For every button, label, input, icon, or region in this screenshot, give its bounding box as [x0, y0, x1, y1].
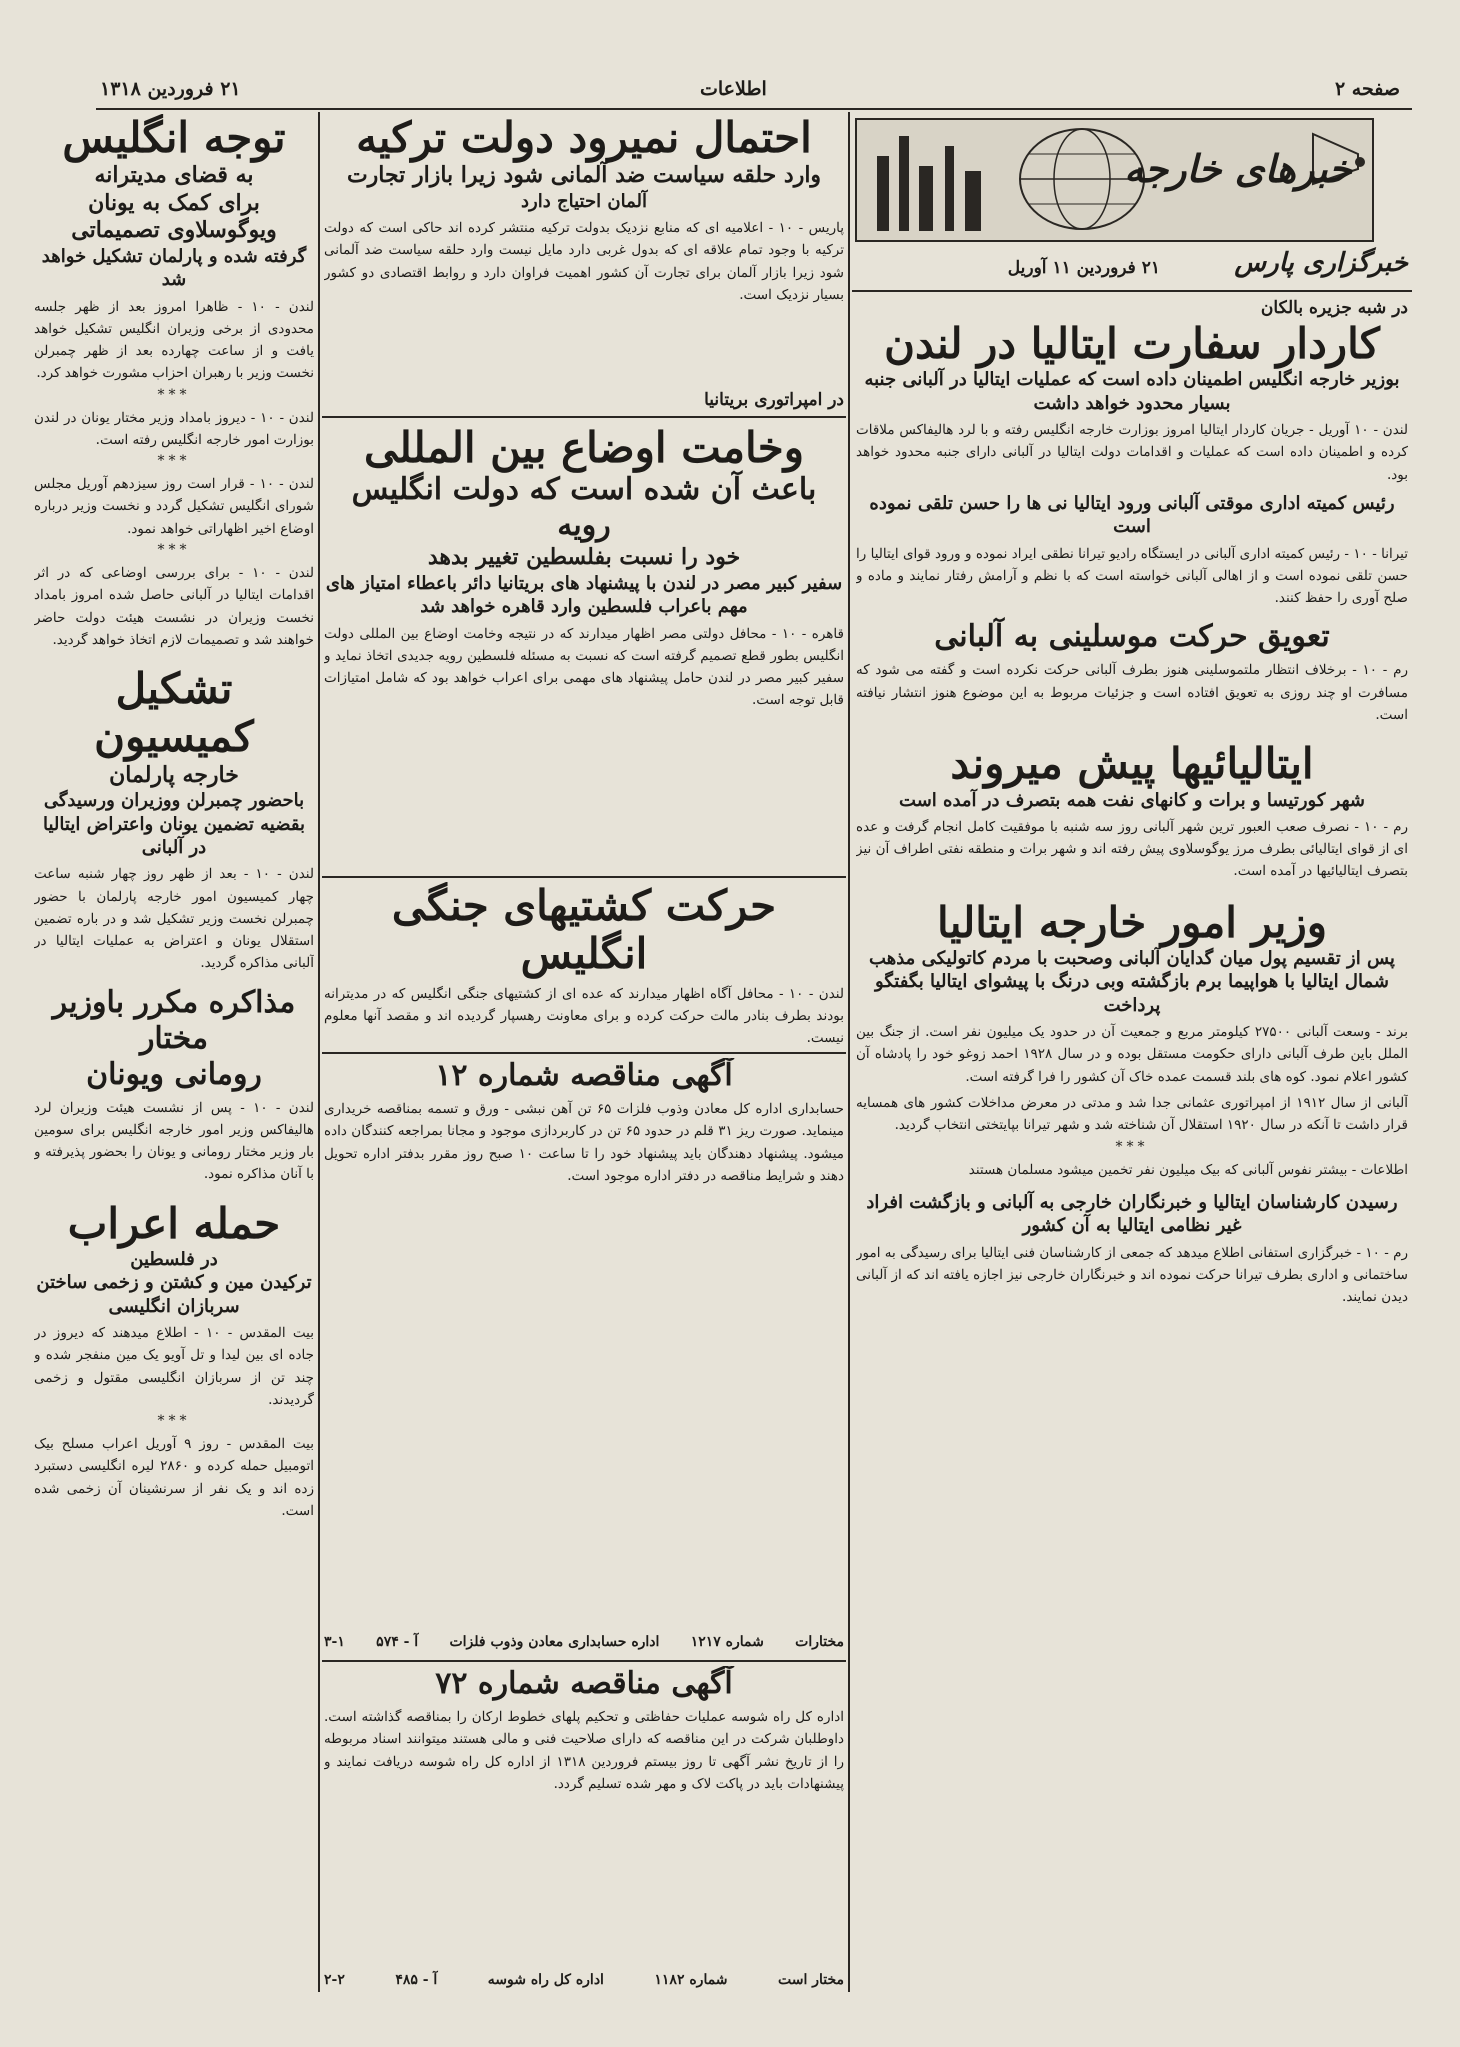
tender-72-footer	[324, 1972, 844, 1988]
tender-72-footer-right: مختار است	[777, 1972, 844, 1988]
headline-tender-72: آگهی مناقصه شماره ۷۲	[435, 1666, 733, 1701]
tender-72	[324, 1666, 844, 1996]
headline-italy-charge: کاردار سفارت ایتالیا در لندن	[884, 319, 1380, 368]
separator-stars-3: ***	[157, 541, 191, 558]
subhead-foreign-parliament: خارجه پارلمان	[109, 761, 239, 788]
tender-12-footer-right: مختارات	[795, 1634, 844, 1650]
subhead-italy-fm: پس از تقسیم پول میان گدایان آلبانی وصحبت با مردم کاتولیکی مذهب شمال ایتالیا با هواپیما برم بازگشته وبی درنگ با پیشوای ایتالیا بگفتگو پرداخت	[869, 948, 1395, 1016]
article-britain-1: لندن - ۱۰ - ظاهرا امروز بعد از ظهر جلسه محدودی از برخی وزیران انگلیس تشکیل خواهد یافت و از ساعت چهارده بعد از ظهر چمبرلن نخست وزیر با رهبران احزاب مشورت خواهد کرد.	[34, 298, 314, 382]
tender-12-footer-num: ۳-۱	[324, 1634, 345, 1650]
header-rule	[96, 108, 1412, 110]
note-ettelaat: اطلاعات - بیشتر نفوس آلبانی که بیک میلیون نفر تخمین میشود مسلمان هستند	[968, 1161, 1408, 1178]
headline-turkey: احتمال نمیرود دولت ترکیه	[356, 114, 812, 162]
rule-palestine	[322, 876, 846, 878]
tender-72-footer-code: آ - ۴۸۵	[395, 1972, 438, 1988]
headline-negotiation: مذاکره مکرر باوزیر مختار	[52, 984, 296, 1056]
subhead-palestine-3: سفیر کبیر مصر در لندن با پیشنهاد های بریتانیا دائر باعطاء امتیاز های مهم باعراب فلسطین وارد قاهره خواهد شد	[325, 572, 843, 618]
article-italians-advance: رم - ۱۰ - نصرف صعب العبور ترین شهر آلبانی روز سه شنبه با موفقیت کامل انجام گرفت و عده ای از قوای ایتالیائی بطرف مرز یوگوسلاوی پیش رفته اند و شهر برات و منطقه نفتی اطراف آن نیز بتصرف ایتالیائیها در آمده است.	[856, 818, 1408, 880]
tender-72-footer-office: اداره کل راه شوسه	[487, 1972, 604, 1988]
subhead-italians-advance: شهر کورتیسا و برات و کانهای نفت همه بتصرف در آمده است	[899, 789, 1365, 811]
article-albania-history: آلبانی از سال ۱۹۱۲ از امپراتوری عثمانی جدا شد و مدتی در معرض مداخلات کشور های همسایه قرار داشت تا آنکه در سال ۱۹۲۰ استقلال آن شناخته شد و شهر تیرانا بپایتختی انتخاب گردید.	[856, 1095, 1408, 1134]
kicker-balkan: در شبه جزیره بالکان	[1260, 298, 1408, 318]
article-turkey: پاریس - ۱۰ - اعلامیه ای که منابع نزدیک بدولت ترکیه منتشر کرده اند حاکی است که دولت ترکیه با وجود تمام علاقه ای که بدول غربی دارد مایل نیست وارد حلقه سیاست ضد آلمانی شود زیرا بازار آلمان برای تجارت آن کشور اهمیت فراوان دارد و روابط اقتصادی دو کشور بسیار نزدیک است.	[324, 220, 844, 303]
foreign-news-title: خبرهای خارجه	[1124, 146, 1352, 191]
subhead-palestine: باعث آن شده است که دولت انگلیس رویه	[351, 472, 817, 544]
paper-name: اطلاعات	[700, 78, 767, 100]
tender-12-footer-code: آ - ۵۷۴	[376, 1634, 419, 1650]
rule-ships	[322, 1052, 846, 1054]
article-britain-3: لندن - ۱۰ - قرار است روز سیزدهم آوریل مجلس شورای انگلیس تشکیل گردد و نخست وزیر درباره اوضاع اخیر اظهاراتی خواهد نمود.	[34, 476, 314, 537]
headline-arab-attack: حمله اعراب	[67, 1198, 281, 1248]
subhead-help-greece: برای کمک به یونان	[88, 189, 260, 216]
tender-12-footer-mid: شماره ۱۲۱۷	[690, 1634, 764, 1650]
headline-italians-advance: ایتالیائیها پیش میروند	[950, 739, 1314, 789]
subhead-chamberlain: باحضور چمبرلن ووزیران ورسیدگی بقضیه تضمین یونان واعتراض ایتالیا در آلبانی	[43, 790, 305, 858]
subhead-palestine-left: در فلسطین	[130, 1248, 218, 1270]
foreign-news-column	[856, 296, 1408, 1996]
article-britain-2: لندن - ۱۰ - دیروز بامداد وزیر مختار یونان در لندن بوزارت امور خارجه انگلیس رفته است.	[34, 409, 314, 448]
tender-12-footer	[324, 1634, 844, 1650]
palestine-story	[324, 424, 844, 874]
turkey-story	[324, 114, 844, 414]
article-tender-12: حسابداری اداره کل معادن وذوب فلزات ۶۵ تن آهن نبشی - ورق و تسمه بمناقصه خریداری مینماید. صورت ریز ۳۱ قلم در حدود ۶۵ تن در کاربردازی موجود و مجانا بمراجعه کنندگان داده میشود. پیشنهاد دهندگان باید پیشنهاد خود را تا ساعت ۱۰ صبح روز مقرر بدفتر اداره تحویل دهند و شرایط مناقصه در دفتر اداره موجود است.	[324, 1101, 844, 1184]
agency-rule	[852, 290, 1412, 292]
column-rule-right	[848, 112, 850, 1992]
article-albania-committee: تیرانا - ۱۰ - رئیس کمیته اداری آلبانی در ایستگاه رادیو تیرانا نطقی ایراد نموده و ورود قوای ایتالیا را حسن تلقی نموده است و از اهالی آلبانی خواسته است که با نظم و آرامش رفتار نمایند و ماده و صلح آوری را حفظ کنند.	[856, 545, 1408, 607]
rule-turkey	[322, 416, 846, 418]
article-experts: رم - ۱۰ - خبرگزاری استفانی اطلاع میدهد که جمعی از کارشناسان فنی ایتالیا برای رسیدگی به امور ساختمانی و اداری بطرف تیرانا حرکت نموده اند و خبرنگاران خارجی نیز اجازه یافته اند که از آلبانی دیدن نمایند.	[856, 1244, 1408, 1306]
subhead-turkey-2: آلمان احتیاج دارد	[521, 190, 647, 212]
column-rule-left	[318, 112, 320, 1992]
agency-date: ۲۱ فروردین ۱۱ آوریل	[1007, 258, 1160, 278]
headline-mussolini: تعویق حرکت موسلینی به آلبانی	[934, 619, 1330, 655]
subhead-palestine-2: خود را نسبت بفلسطین تغییر بدهد	[427, 544, 741, 571]
article-britain-4: لندن - ۱۰ - برای بررسی اوضاعی که در اثر اقدامات ایتالیا در آلبانی حاصل شده امروز بامداد نخست وزیران در نشست هیئت دولت حاضر خواهند شد و تصمیمات لازم اتخاذ خواهد گردید.	[34, 564, 314, 648]
tender-12	[324, 1058, 844, 1658]
article-italy-charge: لندن - ۱۰ آوریل - جریان کاردار ایتالیا امروز بوزارت خارجه انگلیس رفته و با لرد هالیفاکس ملاقات کرده و اطمینان داده است که عملیات و اقدامات دولت ایتالیا در آلبانی دارای جنبه محدود خواهد بود.	[856, 422, 1408, 483]
subhead-turkey: وارد حلقه سیاست ضد آلمانی شود زیرا بازار تجارت	[346, 162, 822, 189]
article-tender-72: اداره کل راه شوسه عملیات حفاظتی و تحکیم پلهای خطوط ارکان را بمناقصه گذاشته است. داوطلبان شرکت در این مناقصه که دارای صلاحیت فنی و مالی هستند میتوانند اسناد مربوطه را از تاریخ نشر آگهی تا روز بیستم فروردین ۱۳۱۸ از اداره کل راه شوسه دریافت نمایند و پیشنهادات باید در پاکت لاک و مهر شده تسلیم گردد.	[324, 1709, 844, 1792]
left-column	[34, 114, 314, 1994]
rule-tender-12	[322, 1660, 846, 1662]
article-palestine: قاهره - ۱۰ - محافل دولتی مصر اظهار میدارند که در نتیجه وخامت اوضاع بین المللی دولت انگلیس بطور قطع تصمیم گرفته است که نسبت به مسئله فلسطین رویه جدیدی اتخاذ نماید و سفیر کبیر مصر در لندن حامل پیشنهاد های مهمی برای اعراب خواهد بود که شامل امتیازات قابل توجه است.	[324, 625, 844, 709]
headline-tender-12: آگهی مناقصه شماره ۱۲	[435, 1058, 733, 1093]
article-mussolini: رم - ۱۰ - برخلاف انتظار ملتموسلینی هنوز بطرف آلبانی حرکت نکرده است و گفته می شود که مسافرت او چند روزی به تعویق افتاده است و جزئیات مربوط به این موضوع هنوز انتشار نیافته است.	[856, 662, 1408, 723]
headline-britain-attention: توجه انگلیس	[62, 114, 286, 162]
separator-stars-2: ***	[157, 453, 191, 470]
article-commission: لندن - ۱۰ - بعد از ظهر روز چهار شنبه ساعت چهار کمیسیون امور خارجه پارلمان با حضور چمبرلن نخست وزیر تشکیل شد و در باره تضمین استقلال یونان و اعتراض به عملیات ایتالیا در آلبانی مذاکره گردید.	[34, 866, 314, 972]
separator-stars-4: ***	[157, 1413, 191, 1430]
tender-12-footer-office: اداره حسابداری معادن وذوب فلزات	[449, 1634, 660, 1650]
towers-icon	[867, 126, 1007, 236]
article-mine: بیت المقدس - ۱۰ - اطلاع میدهند که دیروز در جاده ای بین لیدا و تل آویو یک مین منفجر شده و چند تن از سربازان انگلیسی مقتول و زخمی گردیدند.	[34, 1325, 314, 1408]
article-ships: لندن - ۱۰ - محافل آگاه اظهار میدارند که عده ای از کشتیهای جنگی انگلیس که در مدیترانه بودند بطرف بنادر مالت حرکت کرده و برای معاونت رهسپار گردیده اند و مقصد آنها معلوم نیست.	[324, 985, 844, 1047]
article-italy-fm: برند - وسعت آلبانی ۲۷۵۰۰ کیلومتر مربع و جمعیت آن در حدود یک میلیون نفر است. از جنگ بین الملل باین طرف آلبانی دارای حکومت مستقل بوده و در سال ۱۹۲۸ احمد زوغو خود را پادشاه آن کشور اعلام نمود. کوه های بلند قسمت عمده خاک آن کشور را فرا گرفته است.	[856, 1024, 1408, 1085]
tender-72-footer-num: ۲-۲	[324, 1972, 345, 1988]
subhead-romania-greece: رومانی ویونان	[86, 1056, 262, 1092]
headline-palestine: وخامت اوضاع بین المللی	[363, 424, 804, 472]
headline-commission: تشکیل کمیسیون	[94, 664, 254, 762]
separator-stars: ***	[1115, 1138, 1149, 1155]
kicker-britain: در امپراتوری بریتانیا	[704, 390, 844, 410]
separator-stars-1: ***	[157, 386, 191, 403]
page-label: صفحه ۲	[1334, 78, 1400, 100]
ships-story	[324, 882, 844, 1050]
agency-name: خبرگزاری پارس	[1234, 248, 1408, 278]
headline-experts: رسیدن کارشناسان ایتالیا و خبرنگاران خارجی به آلبانی و بازگشت افراد غیر نظامی ایتالیا به آن کشور	[866, 1191, 1398, 1237]
headline-ships: حرکت کشتیهای جنگی انگلیس	[391, 882, 777, 979]
foreign-news-logo	[855, 118, 1374, 242]
article-robbery: بیت المقدس - روز ۹ آوریل اعراب مسلح بیک اتومبیل حمله کرده و ۲۸۶۰ لیره انگلیسی دستبرد زده اند و یک نفر از سرنشینان آن زخمی شده است.	[34, 1436, 314, 1520]
subhead-parliament: گرفته شده و پارلمان تشکیل خواهد شد	[41, 245, 307, 291]
headline-albania-committee: رئیس کمیته اداری موقتی آلبانی ورود ایتالیا نی ها را حسن تلقی نموده است	[869, 492, 1395, 538]
page-date: ۲۱ فروردین ۱۳۱۸	[100, 78, 241, 100]
article-negotiation: لندن - ۱۰ - پس از نشست هیئت وزیران لرد هالیفاکس وزیر امور خارجه انگلیس برای سومین بار وزیر مختار رومانی و یونان را بحضور پذیرفته و با آنان مذاکره نمود.	[34, 1099, 314, 1183]
subhead-mediterranean: به قضای مدیترانه	[94, 162, 254, 189]
headline-italy-fm: وزیر امور خارجه ایتالیا	[936, 897, 1328, 947]
tender-72-footer-mid: شماره ۱۱۸۲	[654, 1972, 728, 1988]
subhead-italy-charge: بوزیر خارجه انگلیس اطمینان داده است که عملیات ایتالیا در آلبانی جنبه بسیار محدود خواهد داشت	[864, 369, 1400, 414]
subhead-mine: ترکیدن مین و کشتن و زخمی ساختن سربازان انگلیسی	[36, 1272, 312, 1317]
subhead-yugoslavia: ویوگوسلاوی تصمیماتی	[71, 217, 277, 244]
